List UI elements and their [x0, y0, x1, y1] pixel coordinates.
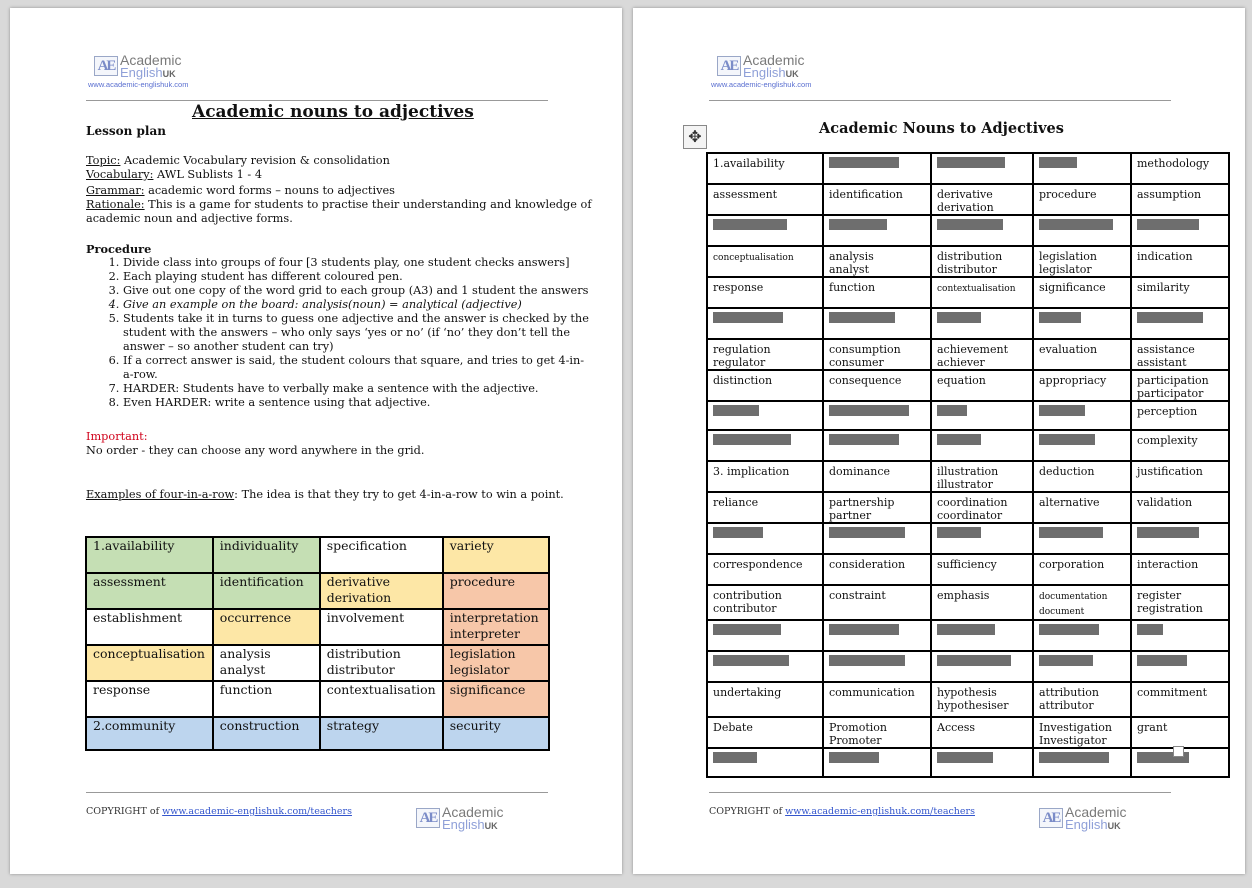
- grid-cell: establishment: [86, 609, 213, 645]
- grid-cell: identification: [213, 573, 320, 609]
- cell-word: derivative derivation: [937, 188, 994, 214]
- grid-cell: [1131, 461, 1229, 492]
- grid-cell: [931, 651, 1033, 682]
- redacted-answer-block: [829, 219, 887, 230]
- redacted-answer-block: [713, 434, 791, 445]
- cell-word: legislation legislator: [1039, 250, 1097, 276]
- grid-cell: [823, 430, 931, 461]
- grid-cell: [931, 246, 1033, 277]
- grid-cell: [1033, 748, 1131, 777]
- grid-cell: [823, 717, 931, 748]
- grid-cell: [707, 461, 823, 492]
- cell-word: illustration illustrator: [937, 465, 999, 491]
- grid-cell: [1131, 184, 1229, 215]
- redacted-answer-block: [1039, 624, 1099, 635]
- grid-cell: [823, 308, 931, 339]
- grid-cell: [1033, 370, 1131, 401]
- cell-word: appropriacy: [1039, 374, 1107, 387]
- grid-cell: distribution distributor: [320, 645, 443, 681]
- grid-row: [86, 609, 549, 645]
- redacted-answer-block: [937, 624, 995, 635]
- redacted-answer-block: [1039, 405, 1085, 416]
- cell-word: Investigation Investigator: [1039, 721, 1112, 747]
- vocabulary-line: Vocabulary: AWL Sublists 1 - 4: [86, 168, 263, 181]
- grid-cell: [823, 620, 931, 651]
- grid-row: [707, 523, 1229, 554]
- grid-row: [86, 645, 549, 681]
- redacted-answer-block: [829, 655, 905, 666]
- footer-link[interactable]: www.academic-englishuk.com/teachers: [785, 806, 975, 817]
- grid-row: [707, 585, 1229, 620]
- grid-cell: [1131, 682, 1229, 717]
- grid-cell: [931, 492, 1033, 523]
- redacted-answer-block: [713, 219, 787, 230]
- cell-word: sufficiency: [937, 558, 997, 571]
- grid-cell: [931, 339, 1033, 370]
- grid-cell: [931, 184, 1033, 215]
- cell-word: register registration: [1137, 589, 1203, 615]
- cell-word: grant: [1137, 721, 1168, 734]
- grid-cell: [931, 430, 1033, 461]
- cell-word: indication: [1137, 250, 1193, 263]
- cell-word: procedure: [1039, 188, 1097, 201]
- cell-word: correspondence: [713, 558, 803, 571]
- grid-cell: [1033, 401, 1131, 430]
- grid-cell: significance: [443, 681, 549, 717]
- cell-word: emphasis: [937, 589, 990, 602]
- grid-row: [707, 620, 1229, 651]
- grid-cell: construction: [213, 717, 320, 750]
- redacted-answer-block: [937, 752, 993, 763]
- grid-cell: [931, 153, 1033, 184]
- cell-word: deduction: [1039, 465, 1095, 478]
- grid-cell: [707, 620, 823, 651]
- cell-word: significance: [1039, 281, 1106, 294]
- cell-word: hypothesis hypothesiser: [937, 686, 1009, 712]
- grid-cell: [707, 682, 823, 717]
- redacted-answer-block: [829, 312, 895, 323]
- redacted-answer-block: [713, 655, 789, 666]
- grid-row: [86, 537, 549, 573]
- grid-cell: specification: [320, 537, 443, 573]
- grid-cell: [1131, 523, 1229, 554]
- answer-word-grid: [706, 152, 1230, 778]
- logo-url[interactable]: www.academic-englishuk.com: [711, 80, 812, 89]
- redacted-answer-block: [937, 655, 1011, 666]
- page-title: Academic nouns to adjectives: [192, 102, 474, 122]
- redacted-answer-block: [829, 405, 909, 416]
- document-page-1: [10, 8, 622, 874]
- cell-word: documentation document: [1039, 592, 1108, 617]
- grid-cell: [707, 585, 823, 620]
- grid-cell: [1033, 523, 1131, 554]
- redacted-answer-block: [829, 527, 905, 538]
- grid-cell: [931, 308, 1033, 339]
- redacted-answer-block: [829, 157, 899, 168]
- redacted-answer-block: [937, 219, 1003, 230]
- grid-cell: [823, 184, 931, 215]
- grid-cell: [823, 215, 931, 246]
- grid-cell: [1131, 308, 1229, 339]
- redacted-answer-block: [937, 434, 981, 445]
- redacted-answer-block: [829, 752, 879, 763]
- document-page-2: [633, 8, 1245, 874]
- redacted-answer-block: [829, 624, 899, 635]
- grid-cell: [1033, 717, 1131, 748]
- procedure-step: 5. Students take it in turns to guess one adjective and the answer is checked by the student with the answers – who only says ‘yes or no’ (if ‘no’ they don’t tell the answer – so another student can try): [123, 312, 593, 354]
- grid-row: [707, 339, 1229, 370]
- grid-cell: contextualisation: [320, 681, 443, 717]
- cell-word: assessment: [713, 188, 778, 201]
- cell-word: Debate: [713, 721, 753, 734]
- redacted-answer-block: [713, 405, 759, 416]
- grid-row: [707, 682, 1229, 717]
- cell-word: participation participator: [1137, 374, 1209, 400]
- subtitle: Lesson plan: [86, 124, 166, 138]
- cell-word: conceptualisation: [713, 253, 794, 263]
- grid-cell: [1033, 339, 1131, 370]
- rationale-line-2: academic noun and adjective forms.: [86, 212, 293, 225]
- logo-line2: EnglishUK: [743, 65, 799, 80]
- redacted-answer-block: [937, 527, 981, 538]
- grid-cell: [1033, 277, 1131, 308]
- cell-word: undertaking: [713, 686, 782, 699]
- grid-cell: [707, 215, 823, 246]
- grid-cell: interpretation interpreter: [443, 609, 549, 645]
- grid-cell: [823, 682, 931, 717]
- redacted-answer-block: [1039, 219, 1113, 230]
- cell-word: 1.availability: [713, 157, 785, 170]
- grid-cell: [707, 430, 823, 461]
- grid-cell: [707, 308, 823, 339]
- redacted-answer-block: [1137, 527, 1199, 538]
- grid-cell: strategy: [320, 717, 443, 750]
- cell-word: function: [829, 281, 876, 294]
- grid-cell: [1033, 308, 1131, 339]
- ae-logo-icon: AE: [717, 56, 741, 76]
- grid-cell: analysis analyst: [213, 645, 320, 681]
- cell-word: validation: [1137, 496, 1193, 509]
- redacted-answer-block: [713, 752, 757, 763]
- grid-cell: [823, 554, 931, 585]
- cell-word: evaluation: [1039, 343, 1098, 356]
- grid-cell: [823, 370, 931, 401]
- cell-word: justification: [1137, 465, 1203, 478]
- cell-word: consequence: [829, 374, 902, 387]
- grid-cell: [1131, 401, 1229, 430]
- grid-cell: security: [443, 717, 549, 750]
- grid-cell: [1131, 585, 1229, 620]
- procedure-step: 3. Give out one copy of the word grid to each group (A3) and 1 student the answers: [123, 284, 593, 298]
- cell-word: corporation: [1039, 558, 1105, 571]
- cell-word: perception: [1137, 405, 1198, 418]
- topic-line: Topic: Academic Vocabulary revision & consolidation: [86, 154, 390, 167]
- cell-word: contribution contributor: [713, 589, 782, 615]
- grid-cell: [823, 153, 931, 184]
- cell-word: distinction: [713, 374, 773, 387]
- header-rule: [709, 100, 1171, 101]
- grid-cell: [1033, 554, 1131, 585]
- grid-cell: [707, 651, 823, 682]
- grid-cell: [1033, 682, 1131, 717]
- grid-cell: [1033, 585, 1131, 620]
- cell-word: assumption: [1137, 188, 1202, 201]
- logo-line1: Academic: [743, 52, 805, 68]
- grid-cell: function: [213, 681, 320, 717]
- grid-cell: [823, 277, 931, 308]
- procedure-step: 7. HARDER: Students have to verbally make a sentence with the adjective.: [123, 382, 593, 396]
- grid-cell: procedure: [443, 573, 549, 609]
- grid-cell: [1033, 153, 1131, 184]
- ae-logo-icon: AE: [94, 56, 118, 76]
- redacted-answer-block: [937, 157, 1005, 168]
- logo-line1: Academic: [442, 804, 504, 820]
- logo-line1: Academic: [120, 52, 182, 68]
- grid-cell: [1131, 277, 1229, 308]
- grid-cell: [931, 620, 1033, 651]
- grid-row: [86, 681, 549, 717]
- logo-line2: EnglishUK: [442, 817, 498, 832]
- redacted-answer-block: [1137, 655, 1187, 666]
- grid-cell: [1131, 717, 1229, 748]
- grid-cell: [1131, 153, 1229, 184]
- grid-cell: [707, 717, 823, 748]
- grid-row: [707, 215, 1229, 246]
- table-resize-handle-icon[interactable]: [1173, 746, 1184, 757]
- cell-word: complexity: [1137, 434, 1198, 447]
- grid-cell: [931, 682, 1033, 717]
- cell-word: interaction: [1137, 558, 1199, 571]
- procedure-step: 4. Give an example on the board: analysis(noun) = analytical (adjective): [123, 298, 593, 312]
- redacted-answer-block: [1039, 527, 1103, 538]
- grid-row: [707, 308, 1229, 339]
- grid-cell: [707, 339, 823, 370]
- grid-cell: [931, 277, 1033, 308]
- grid-cell: [1131, 554, 1229, 585]
- cell-word: Promotion Promoter: [829, 721, 887, 747]
- grid-cell: derivative derivation: [320, 573, 443, 609]
- grid-cell: [823, 585, 931, 620]
- grid-cell: [1131, 430, 1229, 461]
- grid-cell: [707, 492, 823, 523]
- grid-cell: [1033, 215, 1131, 246]
- grid-cell: [1033, 430, 1131, 461]
- redacted-answer-block: [1137, 312, 1203, 323]
- page-title: Academic Nouns to Adjectives: [819, 120, 1064, 137]
- redacted-answer-block: [1137, 624, 1163, 635]
- procedure-step: 1. Divide class into groups of four [3 students play, one student checks answers]: [123, 256, 593, 270]
- grid-cell: [931, 717, 1033, 748]
- grid-row: [707, 277, 1229, 308]
- grid-cell: [1033, 492, 1131, 523]
- cell-word: assistance assistant: [1137, 343, 1195, 369]
- grid-cell: [1131, 651, 1229, 682]
- grid-cell: involvement: [320, 609, 443, 645]
- grid-row: [707, 246, 1229, 277]
- grid-row: [707, 492, 1229, 523]
- cell-word: dominance: [829, 465, 891, 478]
- grid-row: [707, 401, 1229, 430]
- grid-cell: [707, 277, 823, 308]
- procedure-heading: Procedure: [86, 242, 152, 256]
- redacted-answer-block: [713, 527, 763, 538]
- redacted-answer-block: [829, 434, 899, 445]
- procedure-step: 8. Even HARDER: write a sentence using that adjective.: [123, 396, 593, 410]
- cell-word: regulation regulator: [713, 343, 771, 369]
- grid-cell: [1033, 461, 1131, 492]
- cell-word: attribution attributor: [1039, 686, 1099, 712]
- procedure-step: 6. If a correct answer is said, the student colours that square, and tries to get 4-in-a-row.: [123, 354, 593, 382]
- cell-word: identification: [829, 188, 903, 201]
- grid-cell: [707, 401, 823, 430]
- header-rule: [86, 100, 548, 101]
- grid-cell: [1033, 620, 1131, 651]
- cell-word: analysis analyst: [829, 250, 874, 276]
- examples-line: Examples of four-in-a-row: The idea is that they try to get 4-in-a-row to win a point.: [86, 488, 564, 501]
- grid-cell: [931, 523, 1033, 554]
- grammar-line: Grammar: academic word forms – nouns to adjectives: [86, 184, 395, 197]
- grid-cell: [931, 401, 1033, 430]
- redacted-answer-block: [937, 312, 981, 323]
- grid-row: [86, 573, 549, 609]
- grid-cell: [707, 523, 823, 554]
- logo-url[interactable]: www.academic-englishuk.com: [88, 80, 189, 89]
- grid-cell: [707, 554, 823, 585]
- grid-cell: [823, 401, 931, 430]
- cell-word: commitment: [1137, 686, 1208, 699]
- grid-cell: [931, 585, 1033, 620]
- grid-cell: [707, 246, 823, 277]
- grid-cell: [823, 492, 931, 523]
- ae-logo-icon: AE: [1039, 808, 1063, 828]
- grid-cell: assessment: [86, 573, 213, 609]
- procedure-list: [86, 256, 593, 410]
- grid-cell: [823, 339, 931, 370]
- grid-cell: [1033, 184, 1131, 215]
- redacted-answer-block: [713, 624, 781, 635]
- grid-row: [86, 717, 549, 750]
- redacted-answer-block: [937, 405, 967, 416]
- grid-cell: [823, 461, 931, 492]
- redacted-answer-block: [1039, 655, 1093, 666]
- important-text: No order - they can choose any word anywhere in the grid.: [86, 444, 425, 457]
- redacted-answer-block: [1039, 752, 1109, 763]
- grid-row: [707, 184, 1229, 215]
- redacted-answer-block: [1039, 157, 1077, 168]
- footer-rule: [86, 792, 548, 793]
- grid-cell: [931, 554, 1033, 585]
- cell-word: methodology: [1137, 157, 1210, 170]
- cell-word: reliance: [713, 496, 759, 509]
- redacted-answer-block: [713, 312, 783, 323]
- cell-word: coordination coordinator: [937, 496, 1008, 522]
- cell-word: equation: [937, 374, 986, 387]
- grid-row: [707, 430, 1229, 461]
- cell-word: response: [713, 281, 764, 294]
- redacted-answer-block: [1137, 219, 1199, 230]
- grid-cell: [823, 523, 931, 554]
- logo-line1: Academic: [1065, 804, 1127, 820]
- grid-row: [707, 370, 1229, 401]
- cell-word: contextualisation: [937, 284, 1016, 294]
- logo-line2: EnglishUK: [120, 65, 176, 80]
- example-word-grid: [85, 536, 550, 751]
- grid-row: [707, 153, 1229, 184]
- grid-cell: legislation legislator: [443, 645, 549, 681]
- cell-word: Access: [937, 721, 976, 734]
- grid-row: [707, 748, 1229, 777]
- ae-logo-icon: AE: [416, 808, 440, 828]
- table-move-handle-icon[interactable]: ✥: [683, 125, 707, 149]
- grid-cell: variety: [443, 537, 549, 573]
- grid-cell: [823, 748, 931, 777]
- grid-cell: [707, 184, 823, 215]
- grid-cell: [1131, 370, 1229, 401]
- grid-row: [707, 554, 1229, 585]
- grid-cell: [1131, 246, 1229, 277]
- grid-cell: 1.availability: [86, 537, 213, 573]
- grid-cell: occurrence: [213, 609, 320, 645]
- cell-word: alternative: [1039, 496, 1100, 509]
- footer-copyright: COPYRIGHT of www.academic-englishuk.com/teachers: [709, 806, 975, 817]
- grid-cell: [931, 215, 1033, 246]
- cell-word: distribution distributor: [937, 250, 1003, 276]
- grid-cell: [931, 748, 1033, 777]
- grid-row: [707, 717, 1229, 748]
- footer-rule: [709, 792, 1171, 793]
- grid-cell: response: [86, 681, 213, 717]
- grid-cell: [707, 370, 823, 401]
- logo-line2: EnglishUK: [1065, 817, 1121, 832]
- grid-cell: [1131, 339, 1229, 370]
- grid-cell: [823, 651, 931, 682]
- redacted-answer-block: [1039, 434, 1095, 445]
- grid-row: [707, 651, 1229, 682]
- cell-word: 3. implication: [713, 465, 790, 478]
- grid-cell: 2.community: [86, 717, 213, 750]
- grid-cell: individuality: [213, 537, 320, 573]
- grid-cell: [707, 153, 823, 184]
- cell-word: constraint: [829, 589, 886, 602]
- procedure-step: 2. Each playing student has different coloured pen.: [123, 270, 593, 284]
- cell-word: similarity: [1137, 281, 1190, 294]
- cell-word: achievement achiever: [937, 343, 1009, 369]
- grid-cell: [931, 370, 1033, 401]
- cell-word: partnership partner: [829, 496, 895, 522]
- grid-cell: [823, 246, 931, 277]
- redacted-answer-block: [1039, 312, 1081, 323]
- grid-cell: [707, 748, 823, 777]
- rationale-line: Rationale: This is a game for students to practise their understanding and knowledge of: [86, 198, 592, 211]
- grid-cell: [1131, 620, 1229, 651]
- grid-cell: [1033, 651, 1131, 682]
- cell-word: consumption consumer: [829, 343, 901, 369]
- grid-cell: [1033, 246, 1131, 277]
- grid-cell: conceptualisation: [86, 645, 213, 681]
- grid-cell: [931, 461, 1033, 492]
- footer-link[interactable]: www.academic-englishuk.com/teachers: [162, 806, 352, 817]
- cell-word: communication: [829, 686, 915, 699]
- footer-copyright: COPYRIGHT of www.academic-englishuk.com/teachers: [86, 806, 352, 817]
- grid-cell: [1131, 215, 1229, 246]
- grid-row: [707, 461, 1229, 492]
- important-label: Important:: [86, 430, 148, 443]
- grid-cell: [1131, 492, 1229, 523]
- cell-word: consideration: [829, 558, 906, 571]
